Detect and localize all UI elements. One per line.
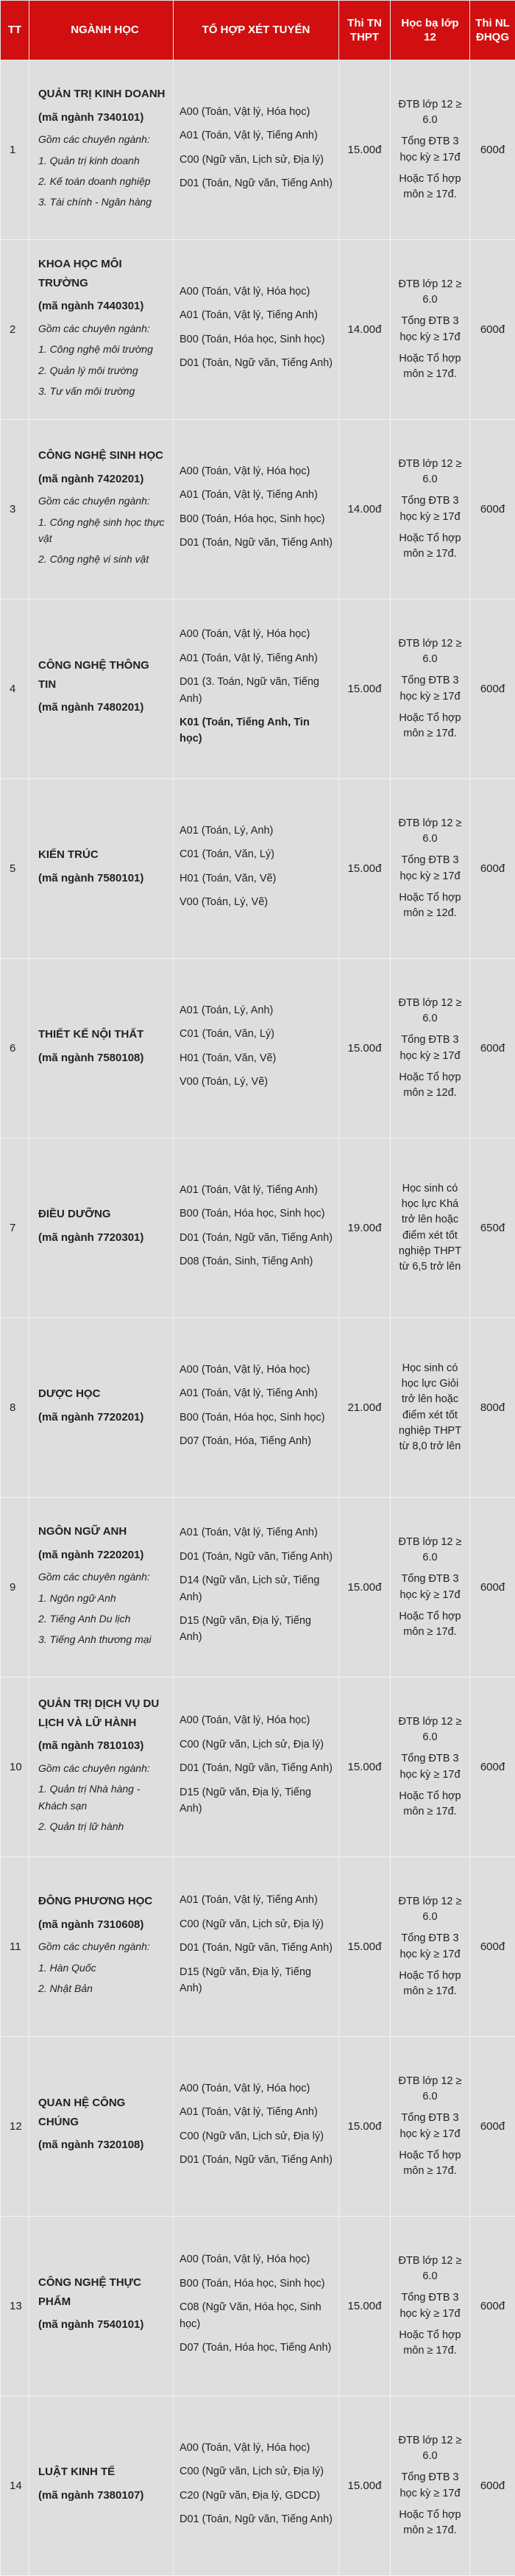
- hocba-criterion: Tổng ĐTB 3 học kỳ ≥ 17đ: [395, 853, 465, 884]
- combo-item: C01 (Toán, Văn, Lý): [180, 1026, 333, 1042]
- thpt-score: 15.00đ: [339, 60, 391, 240]
- header-hocba: Học bạ lớp 12: [391, 1, 470, 60]
- combo-item: A01 (Toán, Vật lý, Tiếng Anh): [180, 307, 333, 323]
- thpt-score: 14.00đ: [339, 240, 391, 420]
- thpt-score: 15.00đ: [339, 2217, 391, 2396]
- combo-item: A00 (Toán, Vật lý, Hóa học): [180, 2440, 333, 2456]
- combo-item: A00 (Toán, Vật lý, Hóa học): [180, 626, 333, 642]
- thpt-score: 15.00đ: [339, 959, 391, 1139]
- combo-item: D15 (Ngữ văn, Địa lý, Tiếng Anh): [180, 1964, 333, 1997]
- row-number: 1: [1, 60, 29, 240]
- row-number: 2: [1, 240, 29, 420]
- combo-cell: [174, 2217, 339, 2396]
- hocba-criterion: Hoặc Tổ hợp môn ≥ 17đ.: [395, 2148, 465, 2179]
- table-body: [1, 60, 515, 2576]
- combo-item: B00 (Toán, Hóa học, Sinh học): [180, 1206, 333, 1222]
- combo-item: A01 (Toán, Vật lý, Tiếng Anh): [180, 2104, 333, 2120]
- dhqg-score: 600đ: [470, 779, 515, 959]
- hocba-cell: [391, 1678, 470, 1857]
- header-tt: TT: [1, 1, 29, 60]
- combo-item: D07 (Toán, Hóa, Tiếng Anh): [180, 1433, 333, 1449]
- combo-cell: [174, 2396, 339, 2576]
- combo-item: D01 (Toán, Ngữ văn, Tiếng Anh): [180, 1940, 333, 1956]
- dhqg-score: 600đ: [470, 420, 515, 599]
- header-thpt: Thi TN THPT: [339, 1, 391, 60]
- combo-item: A00 (Toán, Vật lý, Hóa học): [180, 1712, 333, 1728]
- combo-cell: [174, 779, 339, 959]
- table-row: [1, 779, 515, 959]
- dhqg-score: 600đ: [470, 60, 515, 240]
- major-note: Gồm các chuyên ngành:: [38, 1938, 168, 1954]
- combo-item: B00 (Toán, Hóa học, Sinh học): [180, 511, 333, 527]
- table-row: [1, 420, 515, 599]
- major-cell: [29, 2217, 174, 2396]
- hocba-criterion: Hoặc Tổ hợp môn ≥ 17đ.: [395, 1609, 465, 1640]
- specialization-item: 3. Tài chính - Ngân hàng: [38, 194, 168, 210]
- specialization-item: 3. Tư vấn môi trường: [38, 383, 168, 399]
- major-code: (mã ngành 7310608): [38, 1915, 168, 1935]
- dhqg-score: 600đ: [470, 1857, 515, 2037]
- hocba-cell: [391, 2396, 470, 2576]
- hocba-criterion: Hoặc Tổ hợp môn ≥ 17đ.: [395, 711, 465, 742]
- combo-item: D01 (Toán, Ngữ văn, Tiếng Anh): [180, 535, 333, 551]
- combo-item: A00 (Toán, Vật lý, Hóa học): [180, 104, 333, 120]
- major-name: DƯỢC HỌC: [38, 1384, 168, 1404]
- major-cell: [29, 2396, 174, 2576]
- combo-item: D01 (3. Toán, Ngữ văn, Tiếng Anh): [180, 674, 333, 707]
- table-row: [1, 599, 515, 779]
- major-code: (mã ngành 7580108): [38, 1049, 168, 1068]
- major-name: QUẢN TRỊ KINH DOANH: [38, 85, 168, 104]
- combo-cell: [174, 1498, 339, 1678]
- thpt-score: 15.00đ: [339, 1498, 391, 1678]
- major-code: (mã ngành 7720301): [38, 1228, 168, 1247]
- major-name: THIẾT KẾ NỘI THẤT: [38, 1025, 168, 1044]
- combo-item: A01 (Toán, Vật lý, Tiếng Anh): [180, 1182, 333, 1198]
- combo-item: A01 (Toán, Lý, Anh): [180, 1002, 333, 1018]
- combo-cell: [174, 420, 339, 599]
- hocba-cell: [391, 2037, 470, 2217]
- combo-item: A01 (Toán, Vật lý, Tiếng Anh): [180, 650, 333, 666]
- specialization-item: 2. Kế toán doanh nghiệp: [38, 173, 168, 189]
- combo-item: C00 (Ngữ văn, Lịch sử, Địa lý): [180, 2463, 333, 2480]
- combo-item: A00 (Toán, Vật lý, Hóa học): [180, 463, 333, 479]
- row-number: 6: [1, 959, 29, 1139]
- combo-cell: [174, 959, 339, 1139]
- specialization-item: 2. Tiếng Anh Du lịch: [38, 1611, 168, 1627]
- hocba-criterion: ĐTB lớp 12 ≥ 6.0: [395, 1535, 465, 1566]
- combo-item: C20 (Ngữ văn, Địa lý, GDCD): [180, 2488, 333, 2504]
- specialization-item: 2. Quản lý môi trường: [38, 362, 168, 379]
- hocba-criterion: Học sinh có học lực Giỏi trở lên hoặc điểm xét tốt nghiệp THPT từ 8,0 trở lên: [395, 1361, 465, 1454]
- major-cell: [29, 420, 174, 599]
- hocba-criterion: Tổng ĐTB 3 học kỳ ≥ 17đ: [395, 314, 465, 345]
- major-code: (mã ngành 7420201): [38, 470, 168, 489]
- thpt-score: 19.00đ: [339, 1139, 391, 1318]
- hocba-criterion: Tổng ĐTB 3 học kỳ ≥ 17đ: [395, 2470, 465, 2501]
- table-row: [1, 1857, 515, 2037]
- combo-item: A00 (Toán, Vật lý, Hóa học): [180, 2251, 333, 2267]
- combo-item: V00 (Toán, Lý, Vẽ): [180, 1074, 333, 1090]
- major-cell: [29, 599, 174, 779]
- table-row: [1, 2037, 515, 2217]
- hocba-cell: [391, 1857, 470, 2037]
- major-cell: [29, 60, 174, 240]
- combo-item: D15 (Ngữ văn, Địa lý, Tiếng Anh): [180, 1613, 333, 1646]
- major-code: (mã ngành 7380107): [38, 2486, 168, 2505]
- hocba-criterion: Hoặc Tổ hợp môn ≥ 17đ.: [395, 351, 465, 382]
- dhqg-score: 600đ: [470, 959, 515, 1139]
- hocba-cell: [391, 240, 470, 420]
- combo-item: A00 (Toán, Vật lý, Hóa học): [180, 1362, 333, 1378]
- dhqg-score: 600đ: [470, 2037, 515, 2217]
- table-row: [1, 1139, 515, 1318]
- combo-cell: [174, 240, 339, 420]
- major-code: (mã ngành 7340101): [38, 108, 168, 127]
- major-cell: [29, 240, 174, 420]
- combo-item: C00 (Ngữ văn, Lịch sử, Địa lý): [180, 2128, 333, 2144]
- specialization-item: 2. Nhật Bản: [38, 1980, 168, 1996]
- hocba-cell: [391, 1318, 470, 1498]
- combo-cell: [174, 2037, 339, 2217]
- row-number: 7: [1, 1139, 29, 1318]
- major-code: (mã ngành 7440301): [38, 297, 168, 316]
- specialization-item: 1. Công nghệ sinh học thực vật: [38, 514, 168, 547]
- combo-item: D01 (Toán, Ngữ văn, Tiếng Anh): [180, 1549, 333, 1565]
- dhqg-score: 600đ: [470, 240, 515, 420]
- combo-item: H01 (Toán, Văn, Vẽ): [180, 870, 333, 887]
- dhqg-score: 650đ: [470, 1139, 515, 1318]
- thpt-score: 15.00đ: [339, 779, 391, 959]
- major-name: ĐÔNG PHƯƠNG HỌC: [38, 1892, 168, 1911]
- combo-item: C00 (Ngữ văn, Lịch sử, Địa lý): [180, 152, 333, 168]
- major-name: KIẾN TRÚC: [38, 845, 168, 865]
- thpt-score: 21.00đ: [339, 1318, 391, 1498]
- hocba-criterion: Tổng ĐTB 3 học kỳ ≥ 17đ: [395, 2290, 465, 2321]
- major-cell: [29, 959, 174, 1139]
- combo-cell: [174, 60, 339, 240]
- table-row: [1, 2217, 515, 2396]
- thpt-score: 15.00đ: [339, 1857, 391, 2037]
- major-code: (mã ngành 7540101): [38, 2315, 168, 2334]
- combo-item: A01 (Toán, Lý, Anh): [180, 823, 333, 839]
- combo-item: C01 (Toán, Văn, Lý): [180, 846, 333, 862]
- hocba-criterion: Tổng ĐTB 3 học kỳ ≥ 17đ: [395, 673, 465, 704]
- combo-item: A01 (Toán, Vật lý, Tiếng Anh): [180, 127, 333, 144]
- major-code: (mã ngành 7220201): [38, 1546, 168, 1565]
- combo-item: D07 (Toán, Hóa học, Tiếng Anh): [180, 2340, 333, 2356]
- combo-item: A00 (Toán, Vật lý, Hóa học): [180, 284, 333, 300]
- hocba-criterion: ĐTB lớp 12 ≥ 6.0: [395, 277, 465, 308]
- hocba-cell: [391, 2217, 470, 2396]
- major-code: (mã ngành 7480201): [38, 698, 168, 717]
- hocba-cell: [391, 1498, 470, 1678]
- major-cell: [29, 779, 174, 959]
- combo-cell: [174, 1857, 339, 2037]
- major-code: (mã ngành 7810103): [38, 1736, 168, 1756]
- thpt-score: 15.00đ: [339, 2396, 391, 2576]
- major-cell: [29, 1857, 174, 2037]
- specialization-item: 1. Công nghệ môi trường: [38, 341, 168, 357]
- major-name: NGÔN NGỮ ANH: [38, 1522, 168, 1541]
- specialization-item: 2. Quản trị lữ hành: [38, 1818, 168, 1834]
- dhqg-score: 600đ: [470, 1498, 515, 1678]
- combo-item: D01 (Toán, Ngữ văn, Tiếng Anh): [180, 2152, 333, 2168]
- hocba-cell: [391, 420, 470, 599]
- major-name: CÔNG NGHỆ SINH HỌC: [38, 446, 168, 465]
- hocba-criterion: ĐTB lớp 12 ≥ 6.0: [395, 996, 465, 1027]
- hocba-criterion: Hoặc Tổ hợp môn ≥ 17đ.: [395, 1968, 465, 1999]
- hocba-criterion: Hoặc Tổ hợp môn ≥ 17đ.: [395, 1789, 465, 1820]
- major-cell: [29, 1678, 174, 1857]
- specialization-item: 1. Quản trị Nhà hàng - Khách sạn: [38, 1781, 168, 1814]
- hocba-cell: [391, 959, 470, 1139]
- hocba-criterion: ĐTB lớp 12 ≥ 6.0: [395, 2253, 465, 2284]
- hocba-criterion: ĐTB lớp 12 ≥ 6.0: [395, 2074, 465, 2105]
- table-row: [1, 60, 515, 240]
- thpt-score: 14.00đ: [339, 420, 391, 599]
- combo-item: C08 (Ngữ Văn, Hóa học, Sinh học): [180, 2299, 333, 2332]
- major-note: Gồm các chuyên ngành:: [38, 1569, 168, 1585]
- table-row: [1, 1318, 515, 1498]
- dhqg-score: 800đ: [470, 1318, 515, 1498]
- specialization-item: 3. Tiếng Anh thương mại: [38, 1631, 168, 1647]
- hocba-criterion: ĐTB lớp 12 ≥ 6.0: [395, 457, 465, 488]
- header-major: NGÀNH HỌC: [29, 1, 174, 60]
- row-number: 4: [1, 599, 29, 779]
- major-note: Gồm các chuyên ngành:: [38, 1760, 168, 1776]
- table-header-row: [1, 1, 515, 60]
- major-name: QUẢN TRỊ DỊCH VỤ DU LỊCH VÀ LỮ HÀNH: [38, 1695, 168, 1732]
- hocba-criterion: Hoặc Tổ hợp môn ≥ 17đ.: [395, 2328, 465, 2359]
- major-code: (mã ngành 7580101): [38, 869, 168, 888]
- dhqg-score: 600đ: [470, 2396, 515, 2576]
- thpt-score: 15.00đ: [339, 1678, 391, 1857]
- hocba-criterion: ĐTB lớp 12 ≥ 6.0: [395, 636, 465, 667]
- combo-item: C00 (Ngữ văn, Lịch sử, Địa lý): [180, 1736, 333, 1753]
- header-combo: TỔ HỢP XÉT TUYỂN: [174, 1, 339, 60]
- major-code: (mã ngành 7720201): [38, 1408, 168, 1427]
- dhqg-score: 600đ: [470, 2217, 515, 2396]
- combo-item: H01 (Toán, Văn, Vẽ): [180, 1050, 333, 1066]
- hocba-criterion: ĐTB lớp 12 ≥ 6.0: [395, 2433, 465, 2464]
- thpt-score: 15.00đ: [339, 2037, 391, 2217]
- row-number: 10: [1, 1678, 29, 1857]
- hocba-criterion: Tổng ĐTB 3 học kỳ ≥ 17đ: [395, 2111, 465, 2142]
- specialization-item: 1. Quản trị kinh doanh: [38, 152, 168, 169]
- hocba-criterion: ĐTB lớp 12 ≥ 6.0: [395, 97, 465, 128]
- combo-cell: [174, 1678, 339, 1857]
- major-name: KHOA HỌC MÔI TRƯỜNG: [38, 255, 168, 292]
- combo-cell: [174, 1139, 339, 1318]
- hocba-criterion: Tổng ĐTB 3 học kỳ ≥ 17đ: [395, 1572, 465, 1602]
- major-name: QUAN HỆ CÔNG CHÚNG: [38, 2094, 168, 2131]
- row-number: 14: [1, 2396, 29, 2576]
- hocba-cell: [391, 1139, 470, 1318]
- combo-item: A01 (Toán, Vật lý, Tiếng Anh): [180, 1385, 333, 1401]
- combo-item: D01 (Toán, Ngữ văn, Tiếng Anh): [180, 1760, 333, 1776]
- hocba-criterion: Học sinh có học lực Khá trở lên hoặc điểm xét tốt nghiệp THPT từ 6,5 trở lên: [395, 1181, 465, 1274]
- combo-item: B00 (Toán, Hóa học, Sinh học): [180, 2276, 333, 2292]
- hocba-cell: [391, 599, 470, 779]
- hocba-criterion: Tổng ĐTB 3 học kỳ ≥ 17đ: [395, 1032, 465, 1063]
- combo-item: B00 (Toán, Hóa học, Sinh học): [180, 1410, 333, 1426]
- major-cell: [29, 2037, 174, 2217]
- hocba-criterion: Hoặc Tổ hợp môn ≥ 12đ.: [395, 1070, 465, 1101]
- major-name: ĐIỀU DƯỠNG: [38, 1205, 168, 1224]
- hocba-cell: [391, 779, 470, 959]
- row-number: 3: [1, 420, 29, 599]
- combo-item: K01 (Toán, Tiếng Anh, Tin học): [180, 714, 333, 747]
- combo-item: D15 (Ngữ văn, Địa lý, Tiếng Anh): [180, 1784, 333, 1817]
- table-row: [1, 240, 515, 420]
- major-cell: [29, 1318, 174, 1498]
- hocba-criterion: Tổng ĐTB 3 học kỳ ≥ 17đ: [395, 493, 465, 524]
- row-number: 12: [1, 2037, 29, 2217]
- row-number: 13: [1, 2217, 29, 2396]
- table-row: [1, 2396, 515, 2576]
- row-number: 9: [1, 1498, 29, 1678]
- row-number: 8: [1, 1318, 29, 1498]
- hocba-criterion: ĐTB lớp 12 ≥ 6.0: [395, 816, 465, 847]
- combo-item: D08 (Toán, Sinh, Tiếng Anh): [180, 1253, 333, 1270]
- combo-item: A01 (Toán, Vật lý, Tiếng Anh): [180, 1892, 333, 1908]
- major-code: (mã ngành 7320108): [38, 2136, 168, 2155]
- major-note: Gồm các chuyên ngành:: [38, 493, 168, 509]
- specialization-item: 1. Hàn Quốc: [38, 1960, 168, 1976]
- major-note: Gồm các chuyên ngành:: [38, 320, 168, 337]
- combo-cell: [174, 599, 339, 779]
- major-cell: [29, 1498, 174, 1678]
- combo-item: C00 (Ngữ văn, Lịch sử, Địa lý): [180, 1916, 333, 1932]
- major-name: CÔNG NGHỆ THÔNG TIN: [38, 656, 168, 694]
- hocba-criterion: Hoặc Tổ hợp môn ≥ 17đ.: [395, 531, 465, 562]
- combo-item: D01 (Toán, Ngữ văn, Tiếng Anh): [180, 175, 333, 191]
- hocba-cell: [391, 60, 470, 240]
- table-row: [1, 1498, 515, 1678]
- table-row: [1, 959, 515, 1139]
- combo-item: B00 (Toán, Hóa học, Sinh học): [180, 331, 333, 348]
- major-cell: [29, 1139, 174, 1318]
- hocba-criterion: Hoặc Tổ hợp môn ≥ 17đ.: [395, 172, 465, 203]
- hocba-criterion: Hoặc Tổ hợp môn ≥ 12đ.: [395, 890, 465, 921]
- hocba-criterion: ĐTB lớp 12 ≥ 6.0: [395, 1714, 465, 1745]
- combo-item: A01 (Toán, Vật lý, Tiếng Anh): [180, 487, 333, 503]
- specialization-item: 2. Công nghệ vi sinh vật: [38, 551, 168, 567]
- combo-item: D14 (Ngữ văn, Lịch sử, Tiếng Anh): [180, 1572, 333, 1605]
- major-note: Gồm các chuyên ngành:: [38, 131, 168, 147]
- hocba-criterion: Tổng ĐTB 3 học kỳ ≥ 17đ: [395, 1931, 465, 1962]
- combo-item: A01 (Toán, Vật lý, Tiếng Anh): [180, 1524, 333, 1541]
- combo-item: A00 (Toán, Vật lý, Hóa học): [180, 2080, 333, 2097]
- combo-item: D01 (Toán, Ngữ văn, Tiếng Anh): [180, 1230, 333, 1246]
- thpt-score: 15.00đ: [339, 599, 391, 779]
- hocba-criterion: Tổng ĐTB 3 học kỳ ≥ 17đ: [395, 1751, 465, 1782]
- hocba-criterion: ĐTB lớp 12 ≥ 6.0: [395, 1894, 465, 1925]
- row-number: 5: [1, 779, 29, 959]
- combo-item: D01 (Toán, Ngữ văn, Tiếng Anh): [180, 2511, 333, 2527]
- combo-item: V00 (Toán, Lý, Vẽ): [180, 894, 333, 910]
- combo-item: D01 (Toán, Ngữ văn, Tiếng Anh): [180, 355, 333, 371]
- specialization-item: 1. Ngôn ngữ Anh: [38, 1590, 168, 1606]
- table-row: [1, 1678, 515, 1857]
- hocba-criterion: Hoặc Tổ hợp môn ≥ 17đ.: [395, 2508, 465, 2538]
- dhqg-score: 600đ: [470, 1678, 515, 1857]
- row-number: 11: [1, 1857, 29, 2037]
- hocba-criterion: Tổng ĐTB 3 học kỳ ≥ 17đ: [395, 134, 465, 165]
- major-name: CÔNG NGHỆ THỰC PHẨM: [38, 2273, 168, 2311]
- major-name: LUẬT KINH TẾ: [38, 2463, 168, 2482]
- header-dhqg: Thi NL ĐHQG: [470, 1, 515, 60]
- combo-cell: [174, 1318, 339, 1498]
- dhqg-score: 600đ: [470, 599, 515, 779]
